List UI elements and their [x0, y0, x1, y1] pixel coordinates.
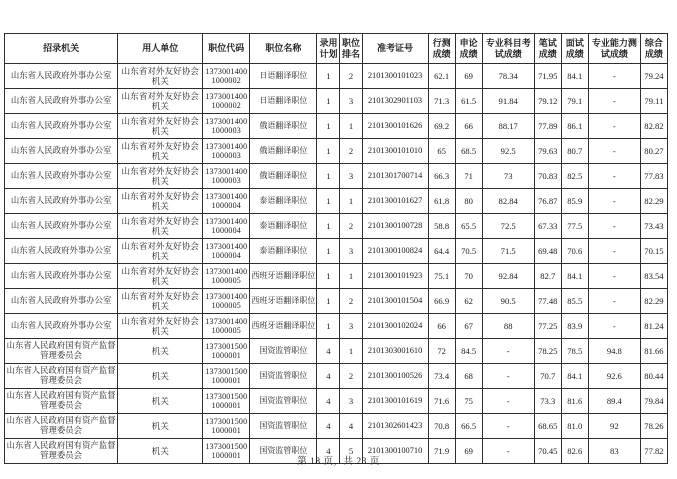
cell-recruit-plan: 1	[317, 289, 340, 314]
cell-overall-score: 81.24	[640, 314, 667, 339]
cell-position-name: 泰语翻译职位	[250, 239, 317, 264]
cell-employer: 山东省对外友好协会机关	[118, 114, 203, 139]
cell-position-name: 泰语翻译职位	[250, 214, 317, 239]
cell-agency: 山东省人民政府外事办公室	[5, 289, 118, 314]
table-row	[5, 64, 668, 89]
cell-written-score: 77.89	[534, 114, 561, 139]
cell-position-code: 13730015001000001	[203, 364, 250, 389]
cell-position-rank: 4	[340, 414, 362, 439]
cell-written-score: 70.7	[534, 364, 561, 389]
cell-recruit-plan: 1	[317, 314, 340, 339]
cell-professional-test-score: -	[588, 139, 640, 164]
cell-interview-score: 82.6	[561, 439, 588, 464]
table-row	[5, 264, 668, 289]
cell-professional-test-score: -	[588, 114, 640, 139]
cell-written-score: 77.25	[534, 314, 561, 339]
col-header-overall-score: 综合成绩	[640, 34, 667, 64]
cell-recruit-plan: 4	[317, 364, 340, 389]
cell-overall-score: 78.26	[640, 414, 667, 439]
cell-position-code: 13730014001000003	[203, 139, 250, 164]
cell-shenlun-score: 67	[455, 314, 482, 339]
cell-ticket-number: 2101300100824	[362, 239, 428, 264]
cell-professional-exam-score: 91.84	[482, 89, 534, 114]
cell-employer: 山东省对外友好协会机关	[118, 214, 203, 239]
cell-xingce-score: 69.2	[428, 114, 455, 139]
cell-interview-score: 81.6	[561, 389, 588, 414]
cell-position-name: 西班牙语翻译职位	[250, 314, 317, 339]
cell-agency: 山东省人民政府外事办公室	[5, 114, 118, 139]
cell-position-rank: 5	[340, 439, 362, 464]
cell-overall-score: 81.66	[640, 339, 667, 364]
table-row	[5, 114, 668, 139]
cell-ticket-number: 2101300100526	[362, 364, 428, 389]
col-header-written-score: 笔试成绩	[534, 34, 561, 64]
cell-written-score: 69.48	[534, 239, 561, 264]
cell-shenlun-score: 75	[455, 389, 482, 414]
table-row	[5, 189, 668, 214]
table-row	[5, 239, 668, 264]
cell-interview-score: 84.1	[561, 64, 588, 89]
cell-position-code: 13730015001000001	[203, 439, 250, 464]
cell-agency: 山东省人民政府外事办公室	[5, 239, 118, 264]
cell-position-name: 日语翻译职位	[250, 64, 317, 89]
cell-employer: 山东省对外友好协会机关	[118, 164, 203, 189]
cell-shenlun-score: 66.5	[455, 414, 482, 439]
cell-agency: 山东省人民政府国有资产监督管理委员会	[5, 414, 118, 439]
cell-position-rank: 1	[340, 114, 362, 139]
cell-agency: 山东省人民政府国有资产监督管理委员会	[5, 389, 118, 414]
cell-employer: 机关	[118, 389, 203, 414]
cell-shenlun-score: 62	[455, 289, 482, 314]
cell-professional-exam-score: 92.84	[482, 264, 534, 289]
cell-ticket-number: 2101300101627	[362, 189, 428, 214]
cell-shenlun-score: 80	[455, 189, 482, 214]
cell-ticket-number: 2101300100728	[362, 214, 428, 239]
table-row	[5, 164, 668, 189]
cell-xingce-score: 70.8	[428, 414, 455, 439]
cell-professional-exam-score: 71.5	[482, 239, 534, 264]
cell-overall-score: 73.43	[640, 214, 667, 239]
cell-ticket-number: 2101300100710	[362, 439, 428, 464]
cell-xingce-score: 72	[428, 339, 455, 364]
cell-employer: 机关	[118, 414, 203, 439]
cell-position-code: 13730015001000001	[203, 414, 250, 439]
cell-ticket-number: 2101301700714	[362, 164, 428, 189]
cell-overall-score: 82.29	[640, 189, 667, 214]
col-header-recruit-plan: 录用计划	[317, 34, 340, 64]
cell-professional-test-score: -	[588, 264, 640, 289]
cell-position-rank: 2	[340, 64, 362, 89]
cell-professional-test-score: 89.4	[588, 389, 640, 414]
col-header-professional-test-score: 专业能力测试成绩	[588, 34, 640, 64]
cell-professional-test-score: 92	[588, 414, 640, 439]
table-row	[5, 139, 668, 164]
cell-overall-score: 80.27	[640, 139, 667, 164]
cell-interview-score: 82.5	[561, 164, 588, 189]
cell-xingce-score: 66.3	[428, 164, 455, 189]
cell-xingce-score: 64.4	[428, 239, 455, 264]
cell-employer: 山东省对外友好协会机关	[118, 289, 203, 314]
col-header-position-name: 职位名称	[250, 34, 317, 64]
cell-ticket-number: 2101300101619	[362, 389, 428, 414]
cell-position-code: 13730014001000004	[203, 189, 250, 214]
cell-professional-test-score: -	[588, 289, 640, 314]
cell-professional-exam-score: -	[482, 439, 534, 464]
cell-position-name: 国资监管职位	[250, 364, 317, 389]
cell-xingce-score: 75.1	[428, 264, 455, 289]
cell-professional-exam-score: 78.34	[482, 64, 534, 89]
cell-shenlun-score: 69	[455, 439, 482, 464]
cell-shenlun-score: 65.5	[455, 214, 482, 239]
cell-overall-score: 79.11	[640, 89, 667, 114]
cell-employer: 山东省对外友好协会机关	[118, 189, 203, 214]
cell-shenlun-score: 69	[455, 64, 482, 89]
cell-xingce-score: 66.9	[428, 289, 455, 314]
cell-shenlun-score: 68	[455, 364, 482, 389]
cell-professional-test-score: 92.6	[588, 364, 640, 389]
cell-professional-exam-score: -	[482, 364, 534, 389]
cell-professional-exam-score: -	[482, 389, 534, 414]
cell-agency: 山东省人民政府外事办公室	[5, 314, 118, 339]
cell-position-rank: 3	[340, 239, 362, 264]
cell-shenlun-score: 66	[455, 114, 482, 139]
cell-professional-test-score: -	[588, 89, 640, 114]
exam-results-table	[4, 33, 668, 464]
cell-xingce-score: 58.8	[428, 214, 455, 239]
cell-professional-test-score: -	[588, 214, 640, 239]
cell-xingce-score: 73.4	[428, 364, 455, 389]
cell-agency: 山东省人民政府外事办公室	[5, 264, 118, 289]
cell-recruit-plan: 4	[317, 414, 340, 439]
cell-position-name: 俄语翻译职位	[250, 114, 317, 139]
table-row	[5, 364, 668, 389]
cell-professional-test-score: 94.8	[588, 339, 640, 364]
cell-overall-score: 77.83	[640, 164, 667, 189]
cell-recruit-plan: 1	[317, 264, 340, 289]
cell-professional-test-score: -	[588, 239, 640, 264]
cell-ticket-number: 2101302901103	[362, 89, 428, 114]
cell-written-score: 68.65	[534, 414, 561, 439]
cell-written-score: 71.95	[534, 64, 561, 89]
cell-written-score: 73.3	[534, 389, 561, 414]
cell-recruit-plan: 4	[317, 389, 340, 414]
cell-shenlun-score: 70.5	[455, 239, 482, 264]
cell-professional-test-score: -	[588, 314, 640, 339]
cell-agency: 山东省人民政府外事办公室	[5, 214, 118, 239]
cell-position-rank: 3	[340, 389, 362, 414]
cell-position-code: 13730015001000001	[203, 339, 250, 364]
cell-employer: 山东省对外友好协会机关	[118, 89, 203, 114]
cell-agency: 山东省人民政府国有资产监督管理委员会	[5, 439, 118, 464]
table-header-row	[5, 34, 668, 64]
cell-employer: 山东省对外友好协会机关	[118, 239, 203, 264]
col-header-employer: 用人单位	[118, 34, 203, 64]
col-header-position-rank: 职位排名	[340, 34, 362, 64]
cell-recruit-plan: 1	[317, 189, 340, 214]
cell-position-name: 俄语翻译职位	[250, 164, 317, 189]
cell-agency: 山东省人民政府外事办公室	[5, 89, 118, 114]
cell-xingce-score: 71.6	[428, 389, 455, 414]
cell-professional-exam-score: 92.5	[482, 139, 534, 164]
table-row	[5, 89, 668, 114]
cell-written-score: 79.63	[534, 139, 561, 164]
cell-interview-score: 85.5	[561, 289, 588, 314]
cell-position-name: 国资监管职位	[250, 414, 317, 439]
cell-xingce-score: 61.8	[428, 189, 455, 214]
cell-professional-test-score: -	[588, 189, 640, 214]
cell-ticket-number: 2101300101023	[362, 64, 428, 89]
page-number-footer: 第 18 页，共 23 页	[297, 457, 380, 467]
cell-interview-score: 84.1	[561, 364, 588, 389]
cell-position-code: 13730014001000005	[203, 289, 250, 314]
cell-overall-score: 79.84	[640, 389, 667, 414]
cell-xingce-score: 62.1	[428, 64, 455, 89]
cell-ticket-number: 2101302601423	[362, 414, 428, 439]
cell-written-score: 79.12	[534, 89, 561, 114]
cell-written-score: 70.83	[534, 164, 561, 189]
cell-position-code: 13730014001000002	[203, 64, 250, 89]
cell-position-rank: 2	[340, 139, 362, 164]
cell-recruit-plan: 4	[317, 339, 340, 364]
cell-position-code: 13730014001000004	[203, 239, 250, 264]
cell-interview-score: 78.5	[561, 339, 588, 364]
col-header-xingce-score: 行测成绩	[428, 34, 455, 64]
table-row	[5, 214, 668, 239]
cell-employer: 机关	[118, 439, 203, 464]
cell-ticket-number: 2101300101626	[362, 114, 428, 139]
cell-employer: 山东省对外友好协会机关	[118, 314, 203, 339]
cell-overall-score: 83.54	[640, 264, 667, 289]
cell-shenlun-score: 68.5	[455, 139, 482, 164]
cell-professional-test-score: -	[588, 64, 640, 89]
cell-position-rank: 3	[340, 164, 362, 189]
cell-recruit-plan: 1	[317, 239, 340, 264]
col-header-position-code: 职位代码	[203, 34, 250, 64]
cell-ticket-number: 2101303001610	[362, 339, 428, 364]
cell-position-name: 俄语翻译职位	[250, 139, 317, 164]
cell-interview-score: 81.0	[561, 414, 588, 439]
cell-professional-exam-score: 72.5	[482, 214, 534, 239]
col-header-shenlun-score: 申论成绩	[455, 34, 482, 64]
cell-position-rank: 3	[340, 314, 362, 339]
cell-agency: 山东省人民政府外事办公室	[5, 164, 118, 189]
cell-xingce-score: 71.3	[428, 89, 455, 114]
cell-written-score: 77.48	[534, 289, 561, 314]
cell-professional-exam-score: -	[482, 414, 534, 439]
cell-xingce-score: 71.9	[428, 439, 455, 464]
cell-agency: 山东省人民政府外事办公室	[5, 139, 118, 164]
cell-interview-score: 86.1	[561, 114, 588, 139]
cell-recruit-plan: 1	[317, 64, 340, 89]
cell-position-code: 13730014001000002	[203, 89, 250, 114]
cell-employer: 山东省对外友好协会机关	[118, 264, 203, 289]
cell-position-name: 国资监管职位	[250, 389, 317, 414]
cell-shenlun-score: 84.5	[455, 339, 482, 364]
col-header-interview-score: 面试成绩	[561, 34, 588, 64]
cell-interview-score: 77.5	[561, 214, 588, 239]
cell-employer: 机关	[118, 364, 203, 389]
cell-ticket-number: 2101300101504	[362, 289, 428, 314]
cell-written-score: 76.87	[534, 189, 561, 214]
cell-position-code: 13730014001000003	[203, 114, 250, 139]
cell-professional-exam-score: 88	[482, 314, 534, 339]
cell-shenlun-score: 61.5	[455, 89, 482, 114]
cell-employer: 山东省对外友好协会机关	[118, 64, 203, 89]
cell-professional-exam-score: 88.17	[482, 114, 534, 139]
cell-position-code: 13730014001000003	[203, 164, 250, 189]
cell-position-name: 国资监管职位	[250, 439, 317, 464]
cell-position-name: 日语翻译职位	[250, 89, 317, 114]
cell-interview-score: 70.6	[561, 239, 588, 264]
cell-overall-score: 79.24	[640, 64, 667, 89]
cell-recruit-plan: 1	[317, 114, 340, 139]
cell-agency: 山东省人民政府国有资产监督管理委员会	[5, 364, 118, 389]
cell-position-rank: 2	[340, 289, 362, 314]
cell-professional-exam-score: 82.84	[482, 189, 534, 214]
cell-position-rank: 3	[340, 89, 362, 114]
cell-interview-score: 85.9	[561, 189, 588, 214]
cell-position-name: 西班牙语翻译职位	[250, 289, 317, 314]
cell-overall-score: 80.44	[640, 364, 667, 389]
cell-position-rank: 1	[340, 264, 362, 289]
cell-overall-score: 77.82	[640, 439, 667, 464]
cell-recruit-plan: 1	[317, 214, 340, 239]
cell-interview-score: 80.7	[561, 139, 588, 164]
cell-position-name: 西班牙语翻译职位	[250, 264, 317, 289]
cell-agency: 山东省人民政府外事办公室	[5, 64, 118, 89]
cell-employer: 山东省对外友好协会机关	[118, 139, 203, 164]
cell-ticket-number: 2101300101923	[362, 264, 428, 289]
cell-written-score: 78.25	[534, 339, 561, 364]
cell-position-code: 13730014001000004	[203, 214, 250, 239]
cell-position-rank: 2	[340, 214, 362, 239]
cell-position-name: 泰语翻译职位	[250, 189, 317, 214]
cell-professional-exam-score: -	[482, 339, 534, 364]
cell-professional-exam-score: 90.5	[482, 289, 534, 314]
cell-shenlun-score: 71	[455, 164, 482, 189]
cell-position-rank: 1	[340, 339, 362, 364]
cell-overall-score: 70.15	[640, 239, 667, 264]
cell-recruit-plan: 1	[317, 89, 340, 114]
cell-position-code: 13730015001000001	[203, 389, 250, 414]
cell-agency: 山东省人民政府国有资产监督管理委员会	[5, 339, 118, 364]
table-row	[5, 414, 668, 439]
cell-agency: 山东省人民政府外事办公室	[5, 189, 118, 214]
cell-overall-score: 82.82	[640, 114, 667, 139]
cell-overall-score: 82.29	[640, 289, 667, 314]
cell-position-rank: 2	[340, 364, 362, 389]
cell-professional-exam-score: 73	[482, 164, 534, 189]
table-row	[5, 389, 668, 414]
cell-interview-score: 84.1	[561, 264, 588, 289]
cell-shenlun-score: 70	[455, 264, 482, 289]
table-row	[5, 314, 668, 339]
cell-employer: 机关	[118, 339, 203, 364]
col-header-agency: 招录机关	[5, 34, 118, 64]
cell-written-score: 82.7	[534, 264, 561, 289]
table-row	[5, 289, 668, 314]
cell-position-rank: 1	[340, 189, 362, 214]
cell-professional-test-score: -	[588, 164, 640, 189]
cell-professional-test-score: 83	[588, 439, 640, 464]
cell-written-score: 70.45	[534, 439, 561, 464]
cell-xingce-score: 66	[428, 314, 455, 339]
cell-recruit-plan: 1	[317, 164, 340, 189]
cell-written-score: 67.33	[534, 214, 561, 239]
cell-position-code: 13730014001000005	[203, 264, 250, 289]
cell-recruit-plan: 1	[317, 139, 340, 164]
cell-ticket-number: 2101300101010	[362, 139, 428, 164]
cell-position-code: 13730014001000005	[203, 314, 250, 339]
col-header-professional-exam-score: 专业科目考试成绩	[482, 34, 534, 64]
cell-interview-score: 79.1	[561, 89, 588, 114]
table-row	[5, 339, 668, 364]
cell-ticket-number: 2101300102024	[362, 314, 428, 339]
cell-interview-score: 83.9	[561, 314, 588, 339]
cell-xingce-score: 65	[428, 139, 455, 164]
col-header-ticket-number: 准考证号	[362, 34, 428, 64]
cell-recruit-plan: 4	[317, 439, 340, 464]
cell-position-name: 国资监管职位	[250, 339, 317, 364]
